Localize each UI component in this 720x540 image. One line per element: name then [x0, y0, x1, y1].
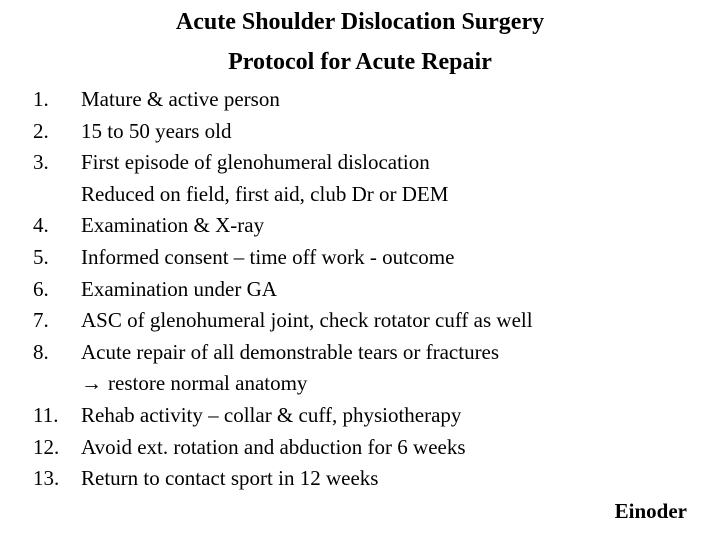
list-item [0, 147, 720, 179]
list-item-text: ASC of glenohumeral joint, check rotator cuff as well [81, 308, 533, 333]
page-title: Acute Shoulder Dislocation Surgery [175, 9, 545, 35]
list-item-number: 5. [33, 244, 49, 269]
list-item-number: 8. [33, 339, 49, 364]
list-item-text: Avoid ext. rotation and abduction for 6 weeks [81, 434, 466, 459]
list-item-text: First episode of glenohumeral dislocation [81, 150, 430, 175]
list-item [0, 463, 720, 495]
list-item [0, 210, 720, 242]
list-item-number: 4. [33, 213, 49, 238]
right-arrow-icon: → [81, 371, 102, 396]
list-item-number: 1. [33, 87, 49, 111]
list-item-number: 2. [33, 118, 49, 143]
list-item-text: restore normal anatomy [108, 371, 308, 396]
list-item [0, 432, 720, 464]
list-item-text: Examination & X-ray [81, 213, 265, 238]
list-item-continuation [0, 179, 720, 211]
protocol-list [0, 84, 720, 495]
list-item-text: Acute repair of all demonstrable tears or fractures [81, 339, 500, 364]
list-item-text: 15 to 50 years old [81, 118, 232, 143]
list-item-text: Informed consent – time off work - outcome [81, 244, 455, 269]
list-item [0, 84, 720, 116]
list-item-text: Mature & active person [81, 87, 280, 111]
author-name: Einoder [614, 499, 687, 523]
list-item-number: 6. [33, 276, 49, 301]
list-item-number: 7. [33, 308, 49, 333]
list-item-number: 13. [33, 466, 60, 491]
list-item-text: Examination under GA [81, 276, 277, 301]
page-subtitle: Protocol for Acute Repair [228, 49, 492, 75]
list-item-text: Return to contact sport in 12 weeks [81, 466, 379, 491]
list-item-number: 3. [33, 150, 49, 175]
list-item [0, 116, 720, 148]
list-item-text: Rehab activity – collar & cuff, physiotherapy [81, 402, 462, 427]
list-item [0, 337, 720, 369]
list-item [0, 242, 720, 274]
list-item [0, 305, 720, 337]
list-item [0, 274, 720, 306]
list-item-number: 11. [33, 402, 59, 427]
list-item [0, 400, 720, 432]
list-item-continuation [0, 368, 720, 400]
list-item-number: 12. [33, 434, 60, 459]
list-item-text: Reduced on field, first aid, club Dr or DEM [81, 181, 449, 206]
list-item-text-with-arrow [81, 368, 307, 400]
